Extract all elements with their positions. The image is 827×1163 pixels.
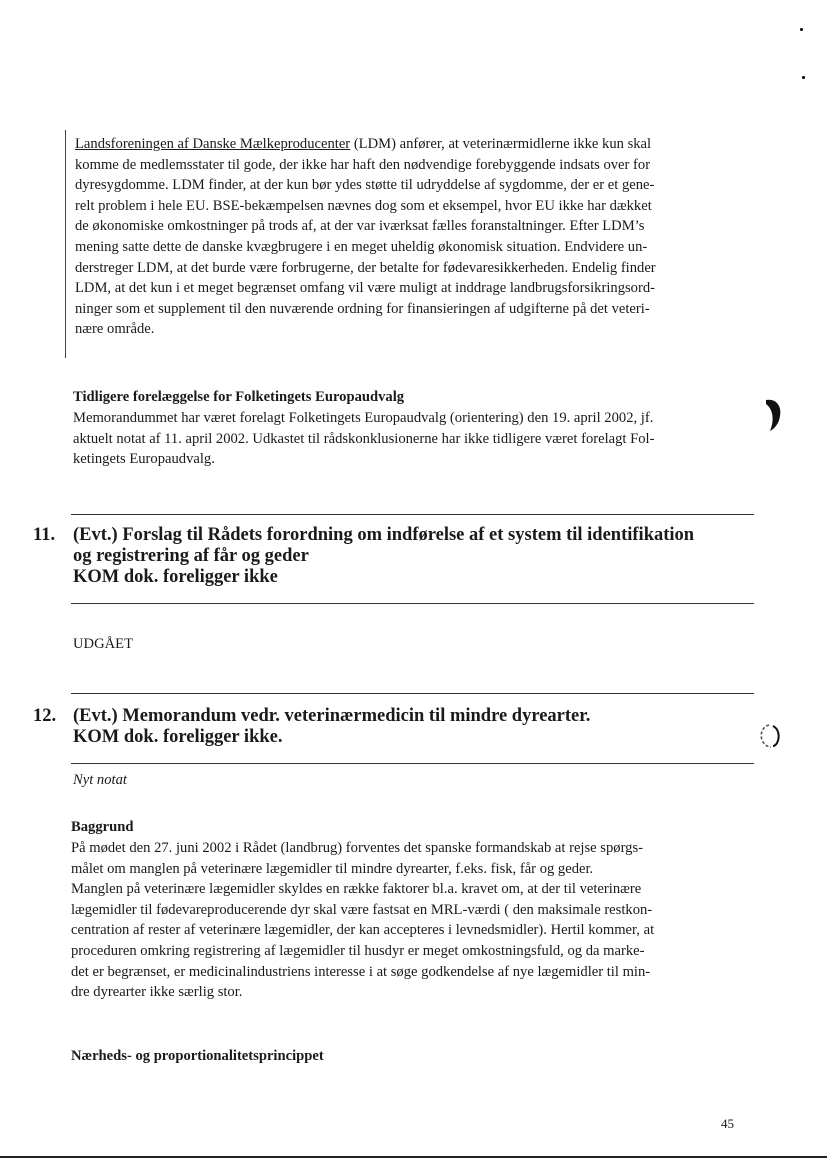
scan-dot-top [800, 28, 803, 31]
subsidiarity-heading: Nærheds- og proportionalitetsprincippet [71, 1048, 324, 1064]
scan-dot-top-2 [802, 76, 805, 79]
section-12-title-line-2: KOM dok. foreligger ikke. [73, 727, 283, 747]
section-12-title-line-1: (Evt.) Memorandum vedr. veterinærmedicin til mindre dyrearter. [73, 706, 591, 726]
section-11-title-line-1: (Evt.) Forslag til Rådets forordning om indførelse af et system til identifikation [73, 525, 695, 545]
section-12-number: 12. [33, 706, 57, 726]
background-line-8: dre dyrearter ikke særlig stor. [71, 984, 243, 1001]
prior-heading: Tidligere forelæggelse for Folketingets Europaudvalg [73, 389, 405, 405]
intro-line-7: derstreger LDM, at det burde være forbrugerne, der betalte for fødevaresikkerheden. Endelig finder [75, 259, 656, 276]
background-heading: Baggrund [71, 819, 134, 835]
section-11-title-line-3: KOM dok. foreligger ikke [73, 567, 278, 587]
section-11-number: 11. [33, 525, 56, 545]
section-11-title-line-2: og registrering af får og geder [73, 546, 309, 566]
section-12-top-rule [71, 693, 754, 694]
prior-line-1: Memorandummet har været forelagt Folketingets Europaudvalg (orientering) den 19. april 2002, jf. [73, 410, 654, 426]
binder-hole-ring [758, 722, 784, 750]
section-11-title [73, 525, 763, 588]
background-line-5: centration af rester af veterinære lægemidler, der kan accepteres i levnedsmidler). Hertil kommer, at [71, 922, 655, 939]
background-line-4: lægemidler til fødevareproducerende dyr skal være fastsat en MRL-værdi ( den maksimale restkon- [71, 901, 653, 918]
binder-hole-mark [762, 396, 784, 434]
background-line-6: proceduren omkring registrering af lægemidler til husdyr er meget omkostningsfuld, og da marke- [71, 942, 645, 959]
section-12-title [73, 706, 763, 748]
intro-line-3: dyresygdomme. LDM finder, at der kun bør ydes støtte til udryddelse af sygdomme, der er et gene- [75, 177, 655, 194]
intro-line-8: LDM, at det kun i et meget begrænset omfang vil være muligt at inddrage landbrugsforsikringsord- [75, 280, 655, 297]
background-line-1: På mødet den 27. juni 2002 i Rådet (landbrug) forventes det spanske formandskab at rejse spørgs- [71, 840, 643, 856]
section-12-note: Nyt notat [73, 772, 127, 788]
ldm-reference: Landsforeningen af Danske Mælkeproducenter [75, 136, 351, 152]
section-11-status: UDGÅET [73, 636, 133, 652]
background-line-7: det er begrænset, er medicinalindustriens interesse i at søge godkendelse af nye lægemidler til min- [71, 963, 651, 980]
background-line-3: Manglen på veterinære lægemidler skyldes en række faktorer bl.a. kravet om, at der til veterinære [71, 881, 642, 898]
prior-paragraph [73, 408, 753, 470]
intro-line-1: Landsforeningen af Danske Mælkeproducenter (LDM) anfører, at veterinærmidlerne ikke kun skal [75, 136, 652, 152]
prior-line-3: ketingets Europaudvalg. [73, 451, 215, 468]
scan-bottom-edge [0, 1156, 827, 1158]
section-12-bottom-rule [71, 763, 754, 764]
section-11-bottom-rule [71, 603, 754, 604]
background-paragraph [71, 838, 756, 1003]
intro-line-2: komme de medlemsstater til gode, der ikke har haft den nødvendige forebyggende indsats over for [75, 156, 651, 173]
intro-line-5: de økonomiske omkostninger på trods af, at der var iværksat fælles foranstaltninger. Efter LDM’s [75, 218, 645, 235]
section-11-top-rule [71, 514, 754, 515]
background-line-2: målet om manglen på veterinære lægemidler til mindre dyrearter, f.eks. fisk, får og geder. [71, 860, 594, 877]
intro-line-6: mening satte dette de danske kvægbrugere i en meget uheldig økonomisk situation. Endvidere un- [75, 238, 648, 255]
page-number: 45 [721, 1116, 734, 1131]
intro-line-9: ninger som et supplement til den nuværende ordning for finansieringen af udgifterne på det veteri- [75, 300, 650, 317]
margin-change-bar [65, 130, 66, 358]
intro-line-4: relt problem i hele EU. BSE-bekæmpelsen nævnes dog som et eksempel, hvor EU ikke har dækket [75, 197, 652, 214]
intro-line-10: nære område. [75, 321, 155, 338]
prior-line-2: aktuelt notat af 11. april 2002. Udkastet til rådskonklusionerne har ikke tidligere været forelagt Fol- [73, 430, 655, 447]
intro-paragraph [75, 134, 755, 340]
